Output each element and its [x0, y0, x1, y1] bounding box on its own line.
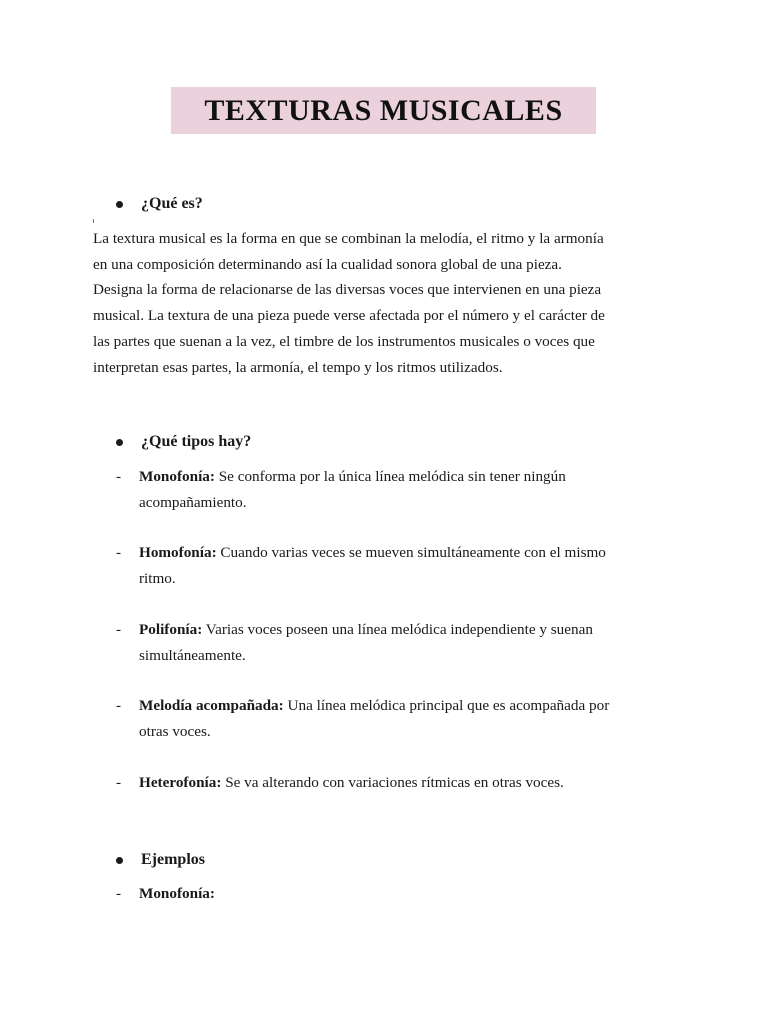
- list-item-homofonia: [116, 540, 676, 592]
- term-label: Polifonía:: [139, 621, 203, 638]
- paragraph-line: las partes que suenan a la vez, el timbre de los instrumentos musicales o voces que: [93, 332, 595, 350]
- term-description-continued: ritmo.: [139, 570, 176, 587]
- paragraph-line: La textura musical es la forma en que se combinan la melodía, el ritmo y la armonía: [93, 230, 604, 247]
- heading-que-es-text: ¿Qué es?: [141, 195, 203, 212]
- dash-marker: -: [116, 774, 122, 791]
- heading-tipos-text: ¿Qué tipos hay?: [141, 433, 252, 450]
- dash-marker: -: [116, 697, 122, 714]
- dash-marker: -: [116, 468, 122, 485]
- term-description: Varias voces poseen una línea melódica independiente y suenan: [202, 621, 593, 638]
- term-description: Se conforma por la única línea melódica sin tener ningún: [214, 468, 566, 485]
- page-title: TEXTURAS MUSICALES: [204, 93, 563, 127]
- term-label: Homofonía:: [139, 544, 217, 561]
- heading-ejemplos-text: Ejemplos: [141, 851, 205, 868]
- title-banner: [171, 87, 596, 134]
- term-label: Monofonía:: [139, 885, 215, 902]
- list-item-monofonia: [116, 464, 676, 516]
- list-item-polifonia: [116, 617, 676, 669]
- term-label: Monofonía:: [139, 468, 215, 485]
- list-item-melodia-acompanada: [116, 693, 676, 745]
- term-description-continued: acompañamiento.: [139, 494, 247, 511]
- paragraph-line: Designa la forma de relacionarse de las diversas voces que intervienen en una pieza: [93, 281, 602, 299]
- heading-que-es: [114, 195, 203, 213]
- term-label: Heterofonía:: [139, 774, 222, 791]
- heading-tipos: [114, 433, 251, 451]
- term-description: Una línea melódica principal que es acompañada por: [283, 697, 610, 714]
- definition-paragraph: [93, 226, 673, 380]
- term-description: Cuando varias veces se mueven simultáneamente con el mismo: [216, 544, 606, 561]
- dash-marker: -: [116, 621, 122, 638]
- list-item-heterofonia: [116, 770, 676, 796]
- dash-marker: -: [116, 544, 122, 561]
- dash-marker: -: [116, 885, 122, 902]
- bullet-icon: [116, 857, 123, 864]
- paragraph-line: en una composición determinando así la cualidad sonora global de una pieza.: [93, 255, 562, 273]
- term-description-continued: otras voces.: [139, 723, 211, 740]
- bullet-icon: [116, 439, 123, 446]
- bullet-icon: [116, 201, 123, 208]
- paragraph-line: interpretan esas partes, la armonía, el tempo y los ritmos utilizados.: [93, 358, 503, 376]
- paragraph-line: musical. La textura de una pieza puede verse afectada por el número y el carácter de: [93, 307, 605, 325]
- term-description: Se va alterando con variaciones rítmicas en otras voces.: [221, 774, 564, 791]
- stray-mark: [93, 219, 94, 223]
- list-item-ejemplo-monofonia: [116, 881, 676, 907]
- term-label: Melodía acompañada:: [139, 697, 284, 714]
- heading-ejemplos: [114, 851, 205, 869]
- term-description-continued: simultáneamente.: [139, 647, 246, 664]
